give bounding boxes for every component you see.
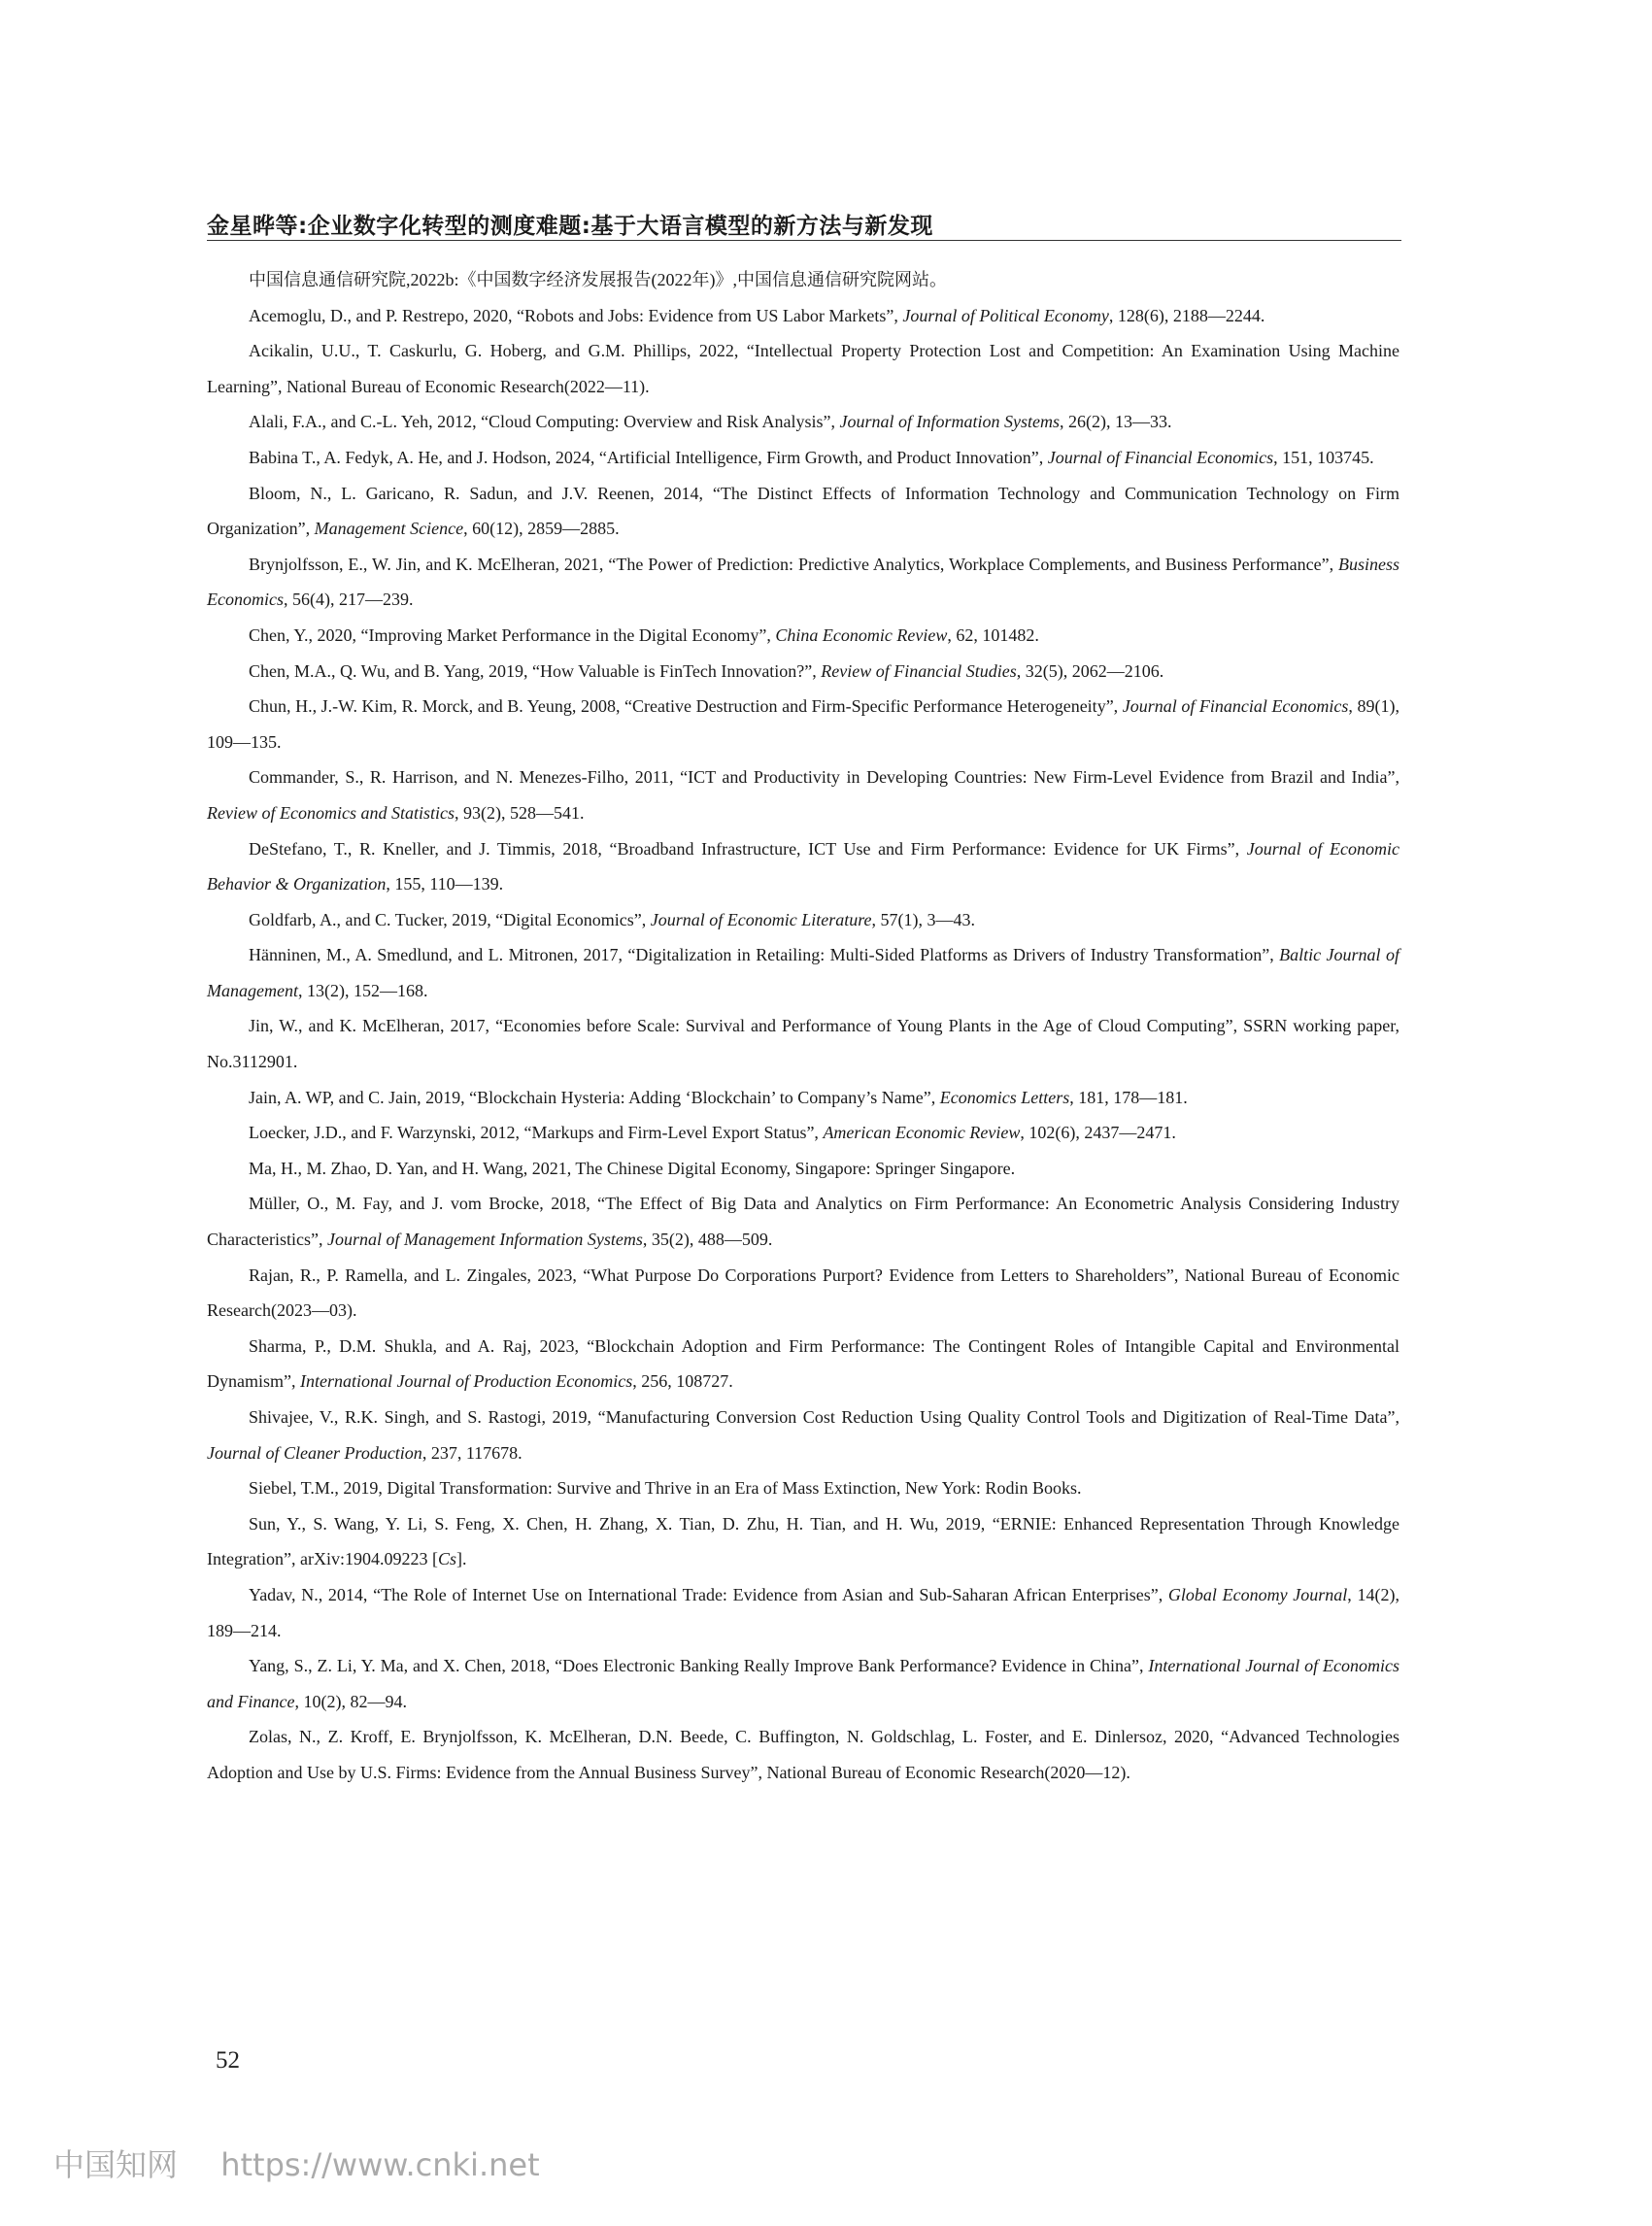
reference-text: Yadav, N., 2014, “The Role of Internet Use on International Trade: Evidence from Asian and Sub-Saharan African Enterprises”, xyxy=(249,1584,1168,1604)
reference-entry xyxy=(207,262,1399,298)
reference-entry xyxy=(207,440,1399,476)
reference-journal: Cs xyxy=(437,1549,456,1569)
reference-text-tail: , 155, 110—139. xyxy=(386,874,504,894)
reference-entry xyxy=(207,1329,1399,1400)
reference-journal: Business Economics xyxy=(207,554,1399,610)
reference-journal: Review of Financial Studies xyxy=(821,660,1017,681)
reference-text-tail: , 35(2), 488—509. xyxy=(642,1230,773,1250)
reference-text-tail: , 62, 101482. xyxy=(947,624,1039,645)
reference-text-tail: , 13(2), 152—168. xyxy=(297,980,428,1000)
reference-journal: Journal of Political Economy xyxy=(902,305,1109,325)
reference-text: Jin, W., and K. McElheran, 2017, “Economies before Scale: Survival and Performance of Young Plants in the Age of Cloud Computing”, SSRN working paper, No.3112901. xyxy=(207,1016,1399,1072)
reference-text: Acikalin, U.U., T. Caskurlu, G. Hoberg, and G.M. Phillips, 2022, “Intellectual Property Protection Lost and Competition: An Examination Using Machine Learning”, National Bureau of Economic Research(2022—11). xyxy=(207,341,1399,396)
reference-text: Bloom, N., L. Garicano, R. Sadun, and J.V. Reenen, 2014, “The Distinct Effects of Information Technology and Communication Technology on Firm Organization”, xyxy=(207,483,1399,539)
reference-text-tail: , 93(2), 528—541. xyxy=(454,802,585,823)
reference-journal: Journal of Financial Economics xyxy=(1047,447,1274,467)
reference-text: Ma, H., M. Zhao, D. Yan, and H. Wang, 2021, The Chinese Digital Economy, Singapore: Springer Singapore. xyxy=(249,1158,1016,1178)
reference-journal: American Economic Review xyxy=(823,1123,1021,1143)
reference-text: Babina T., A. Fedyk, A. He, and J. Hodson, 2024, “Artificial Intelligence, Firm Growth, and Product Innovation”, xyxy=(249,447,1048,467)
reference-entry xyxy=(207,547,1399,618)
reference-entry xyxy=(207,1400,1399,1470)
reference-entry xyxy=(207,759,1399,830)
page-number: 52 xyxy=(216,2047,240,2074)
reference-text-tail: , 14(2), 189—214. xyxy=(207,1584,1399,1640)
reference-journal: Journal of Financial Economics xyxy=(1122,696,1349,717)
reference-journal: Global Economy Journal xyxy=(1167,1584,1348,1604)
reference-journal: Management Science xyxy=(314,519,464,539)
reference-entry xyxy=(207,1008,1399,1079)
reference-journal: International Journal of Production Economics xyxy=(300,1371,633,1392)
reference-text-tail: , 181, 178—181. xyxy=(1069,1087,1188,1107)
reference-entry xyxy=(207,1115,1399,1151)
reference-entry xyxy=(207,298,1399,334)
reference-text-tail: , 102(6), 2437—2471. xyxy=(1020,1123,1176,1143)
reference-entry xyxy=(207,333,1399,404)
reference-text-tail: , 56(4), 217—239. xyxy=(283,590,414,610)
reference-journal: Economics Letters xyxy=(939,1087,1070,1107)
reference-text-tail: , 60(12), 2859—2885. xyxy=(463,519,620,539)
reference-text-tail: ]. xyxy=(455,1549,467,1569)
reference-text: Acemoglu, D., and P. Restrepo, 2020, “Robots and Jobs: Evidence from US Labor Markets”, xyxy=(249,305,903,325)
reference-text: Zolas, N., Z. Kroff, E. Brynjolfsson, K. McElheran, D.N. Beede, C. Buffington, N. Goldschlag, L. Foster, and E. Dinlersoz, 2020, “Advanced Technologies Adoption and Use by U.S. Firms: Evidence from the Annual Business Survey”, National Bureau of Economic Research(2020—12). xyxy=(207,1727,1399,1782)
reference-text: Rajan, R., P. Ramella, and L. Zingales, 2023, “What Purpose Do Corporations Purport? Evidence from Letters to Shareholders”, National Bureau of Economic Research(2023—03). xyxy=(207,1265,1399,1321)
reference-entry xyxy=(207,1080,1399,1116)
reference-entry xyxy=(207,1719,1399,1790)
reference-text-tail: , 151, 103745. xyxy=(1273,447,1374,467)
reference-journal: Journal of Information Systems xyxy=(839,412,1061,432)
watermark-url[interactable]: https://www.cnki.net xyxy=(220,2146,540,2183)
reference-text: Shivajee, V., R.K. Singh, and S. Rastogi, 2019, “Manufacturing Conversion Cost Reduction Using Quality Control Tools and Digitization of Real-Time Data”, xyxy=(249,1407,1399,1427)
reference-text: Chun, H., J.-W. Kim, R. Morck, and B. Yeung, 2008, “Creative Destruction and Firm-Specific Performance Heterogeneity”, xyxy=(249,696,1123,717)
reference-journal: International Journal of Economics and Finance xyxy=(207,1656,1400,1711)
reference-text: Müller, O., M. Fay, and J. vom Brocke, 2018, “The Effect of Big Data and Analytics on Firm Performance: An Econometric Analysis Considering Industry Characteristics”, xyxy=(207,1194,1399,1250)
reference-text: DeStefano, T., R. Kneller, and J. Timmis, 2018, “Broadband Infrastructure, ICT Use and Firm Performance: Evidence for UK Firms”, xyxy=(249,838,1247,859)
reference-entry xyxy=(207,1151,1399,1187)
reference-entry xyxy=(207,404,1399,440)
reference-journal: Journal of Cleaner Production xyxy=(207,1442,422,1463)
reference-text: Chen, Y., 2020, “Improving Market Performance in the Digital Economy”, xyxy=(249,624,776,645)
reference-entry xyxy=(207,476,1399,547)
reference-text-tail: , 89(1), 109—135. xyxy=(207,696,1399,752)
reference-text: Sharma, P., D.M. Shukla, and A. Raj, 2023, “Blockchain Adoption and Firm Performance: The Contingent Roles of Intangible Capital and Environmental Dynamism”, xyxy=(207,1335,1399,1392)
reference-text: Siebel, T.M., 2019, Digital Transformation: Survive and Thrive in an Era of Mass Extinction, New York: Rodin Books. xyxy=(249,1478,1082,1499)
reference-text-tail: , 32(5), 2062—2106. xyxy=(1016,660,1164,681)
reference-journal: Journal of Economic Behavior & Organization xyxy=(207,838,1399,894)
reference-text: Chen, M.A., Q. Wu, and B. Yang, 2019, “How Valuable is FinTech Innovation?”, xyxy=(249,660,822,681)
reference-journal: Journal of Economic Literature xyxy=(650,909,872,929)
reference-list xyxy=(207,262,1399,1791)
reference-entry xyxy=(207,1506,1399,1577)
reference-text: Alali, F.A., and C.-L. Yeh, 2012, “Cloud Computing: Overview and Risk Analysis”, xyxy=(249,412,840,432)
reference-text: Loecker, J.D., and F. Warzynski, 2012, “Markups and Firm-Level Export Status”, xyxy=(249,1123,824,1143)
reference-text: Yang, S., Z. Li, Y. Ma, and X. Chen, 2018, “Does Electronic Banking Really Improve Bank Performance? Evidence in China”, xyxy=(249,1656,1149,1676)
reference-text: Commander, S., R. Harrison, and N. Menezes-Filho, 2011, “ICT and Productivity in Developing Countries: New Firm-Level Evidence from Brazil and India”, xyxy=(249,767,1399,788)
reference-text-tail: , 57(1), 3—43. xyxy=(871,909,976,929)
watermark-cn-text: 中国知网 xyxy=(53,2146,179,2183)
reference-entry xyxy=(207,937,1399,1008)
reference-entry xyxy=(207,689,1399,759)
reference-entry xyxy=(207,1470,1399,1506)
reference-text: 中国信息通信研究院,2022b:《中国数字经济发展报告(2022年)》,中国信息通信研究院网站。 xyxy=(249,270,947,289)
cnki-watermark xyxy=(53,2141,540,2185)
reference-entry xyxy=(207,1648,1399,1719)
reference-text-tail: , 256, 108727. xyxy=(632,1371,733,1392)
reference-entry xyxy=(207,902,1399,938)
reference-text-tail: , 10(2), 82—94. xyxy=(294,1691,407,1711)
reference-entry xyxy=(207,1258,1399,1329)
reference-journal: China Economic Review xyxy=(775,624,948,645)
reference-entry xyxy=(207,654,1399,690)
reference-journal: Journal of Management Information Systems xyxy=(326,1230,643,1250)
reference-entry xyxy=(207,618,1399,654)
reference-journal: Review of Economics and Statistics xyxy=(207,802,455,823)
reference-text: Hänninen, M., A. Smedlund, and L. Mitronen, 2017, “Digitalization in Retailing: Multi-Sided Platforms as Drivers of Industry Transformation”, xyxy=(249,945,1280,965)
reference-entry xyxy=(207,1577,1399,1648)
reference-text: Jain, A. WP, and C. Jain, 2019, “Blockchain Hysteria: Adding ‘Blockchain’ to Company’s Name”, xyxy=(249,1087,940,1107)
reference-text: Brynjolfsson, E., W. Jin, and K. McElheran, 2021, “The Power of Prediction: Predictive Analytics, Workplace Complements, and Business Performance”, xyxy=(249,554,1338,574)
reference-text-tail: , 26(2), 13—33. xyxy=(1060,412,1172,432)
running-title: 金星晔等:企业数字化转型的测度难题:基于大语言模型的新方法与新发现 xyxy=(207,214,933,239)
header-rule xyxy=(207,240,1401,241)
reference-text: Sun, Y., S. Wang, Y. Li, S. Feng, X. Chen, H. Zhang, X. Tian, D. Zhu, H. Tian, and H. Wu, 2019, “ERNIE: Enhanced Representation Through Knowledge Integration”, arXiv:1904.09223 [ xyxy=(207,1513,1399,1569)
reference-text-tail: , 237, 117678. xyxy=(421,1442,523,1463)
reference-entry xyxy=(207,831,1399,902)
reference-text-tail: , 128(6), 2188—2244. xyxy=(1108,305,1265,325)
reference-text: Goldfarb, A., and C. Tucker, 2019, “Digital Economics”, xyxy=(249,909,651,929)
reference-journal: Baltic Journal of Management xyxy=(207,945,1399,1000)
reference-entry xyxy=(207,1186,1399,1257)
